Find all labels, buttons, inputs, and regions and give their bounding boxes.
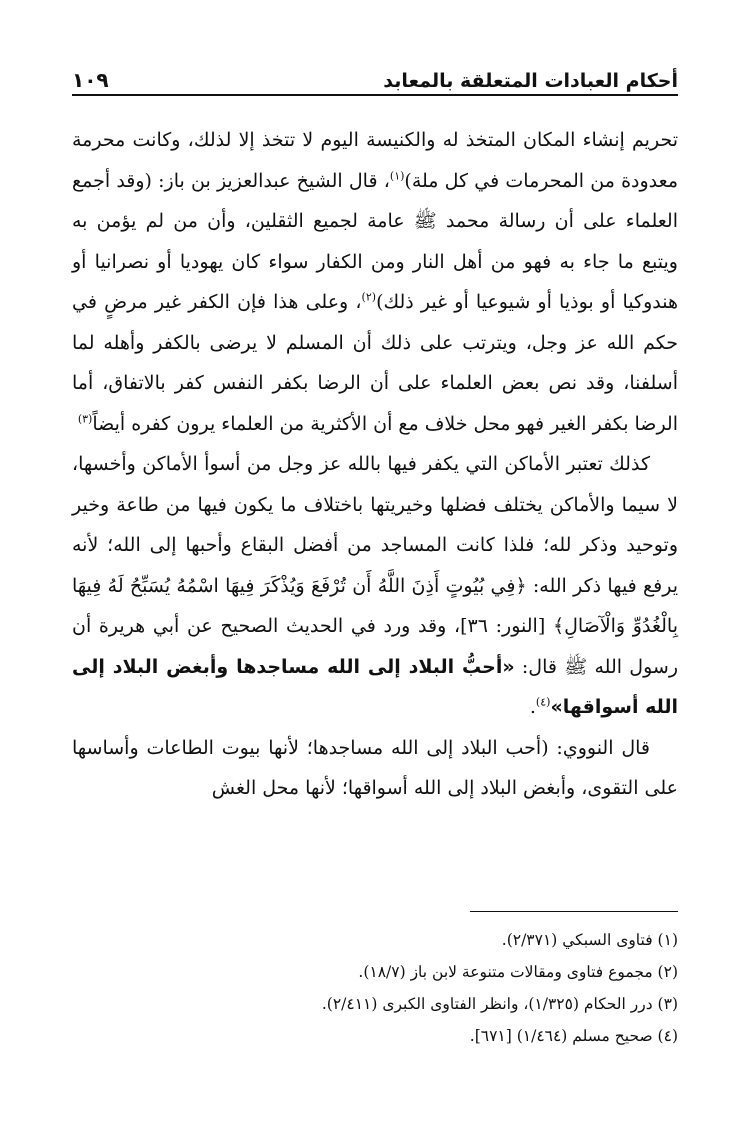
footnote-ref-3: (٣) bbox=[77, 412, 93, 426]
footnote-3: (٣) درر الحكام (١/٣٢٥)، وانظر الفتاوى الكبرى (٢/٤١١). bbox=[321, 995, 678, 1013]
main-text bbox=[72, 120, 678, 809]
footnote-ref-4: (٤) bbox=[535, 695, 551, 709]
footnote-divider bbox=[470, 911, 678, 912]
running-title: أحكام العبادات المتعلقة بالمعابد bbox=[383, 70, 678, 92]
footnote-4: (٤) صحيح مسلم (١/٤٦٤) [٦٧١]. bbox=[469, 1027, 678, 1045]
quran-verse: ﴿فِي بُيُوتٍ أَذِنَ اللَّهُ أَن تُرْفَعَ وَيُذْكَرَ فِيهَا اسْمُهُ يُسَبِّحُ لَهُ فِيهَا بِالْغُدُوِّ وَالْآصَالِ﴾ bbox=[72, 574, 678, 637]
p1-text-1: تحريم إنشاء المكان المتخذ له والكنيسة اليوم لا تتخذ إلا لذلك، وكانت محرمة معدودة من المحرمات في كل ملة) bbox=[72, 129, 678, 192]
footnote-1: (١) فتاوى السبكي (٢/٣٧١). bbox=[501, 931, 678, 949]
footnote-ref-1: (١) bbox=[389, 169, 405, 183]
p1-text-2: ، قال الشيخ عبدالعزيز بن باز: (وقد أجمع العلماء على أن رسالة محمد ﷺ عامة لجميع الثقلين، وأن من لم يؤمن به ويتبع ما جاء به فهو من أهل النار ومن الكفار سواء كان يهوديا أو نصرانيا أو هندوكيا أو بوذيا أو شيوعيا أو غير ذلك) bbox=[72, 169, 678, 313]
paragraph-2 bbox=[72, 444, 678, 728]
page-header bbox=[72, 56, 678, 92]
paragraph-3 bbox=[72, 728, 678, 809]
footnote-ref-2: (٢) bbox=[361, 290, 377, 304]
p2-text-2: [النور: ٣٦]، وقد ورد في الحديث الصحيح عن أبي هريرة أن رسول الله ﷺ قال: bbox=[72, 615, 678, 678]
p1-text-3: ، وعلى هذا فإن الكفر غير مرضٍ في حكم الله عز وجل، ويترتب على ذلك أن المسلم لا يرضى بالكفر وأهله لما أسلفنا، وقد نص بعض العلماء على أن الرضا بكفر النفس كفر بالاتفاق، أما الرضا بكفر الغير فهو محل خلاف مع أن الأكثرية من العلماء يرون كفره أيضاً bbox=[72, 291, 678, 435]
footnote-2: (٢) مجموع فتاوى ومقالات متنوعة لابن باز (١٨/٧). bbox=[358, 963, 678, 981]
header-divider bbox=[72, 94, 678, 96]
page-number: ١٠٩ bbox=[72, 68, 109, 92]
hadith-text: «أحبُّ البلاد إلى الله مساجدها وأبغض البلاد إلى الله أسواقها» bbox=[72, 655, 678, 718]
p2-end: . bbox=[529, 696, 536, 718]
footnotes bbox=[72, 924, 678, 1052]
p3-text-1: قال النووي: (أحب البلاد إلى الله مساجدها؛ لأنها بيوت الطاعات وأساسها على التقوى، وأبغض البلاد إلى الله أسواقها؛ لأنها محل الغش bbox=[72, 736, 678, 799]
paragraph-1 bbox=[72, 120, 678, 444]
p2-text-1: كذلك تعتبر الأماكن التي يكفر فيها بالله عز وجل من أسوأ الأماكن وأخسها، لا سيما والأماكن يختلف فضلها وخيريتها باختلاف ما يكون فيها من طاعة وخير وتوحيد وذكر لله؛ فلذا كانت المساجد من أفضل البقاع وأحبها إلى الله؛ لأنه يرفع فيها ذكر الله: bbox=[72, 453, 679, 597]
